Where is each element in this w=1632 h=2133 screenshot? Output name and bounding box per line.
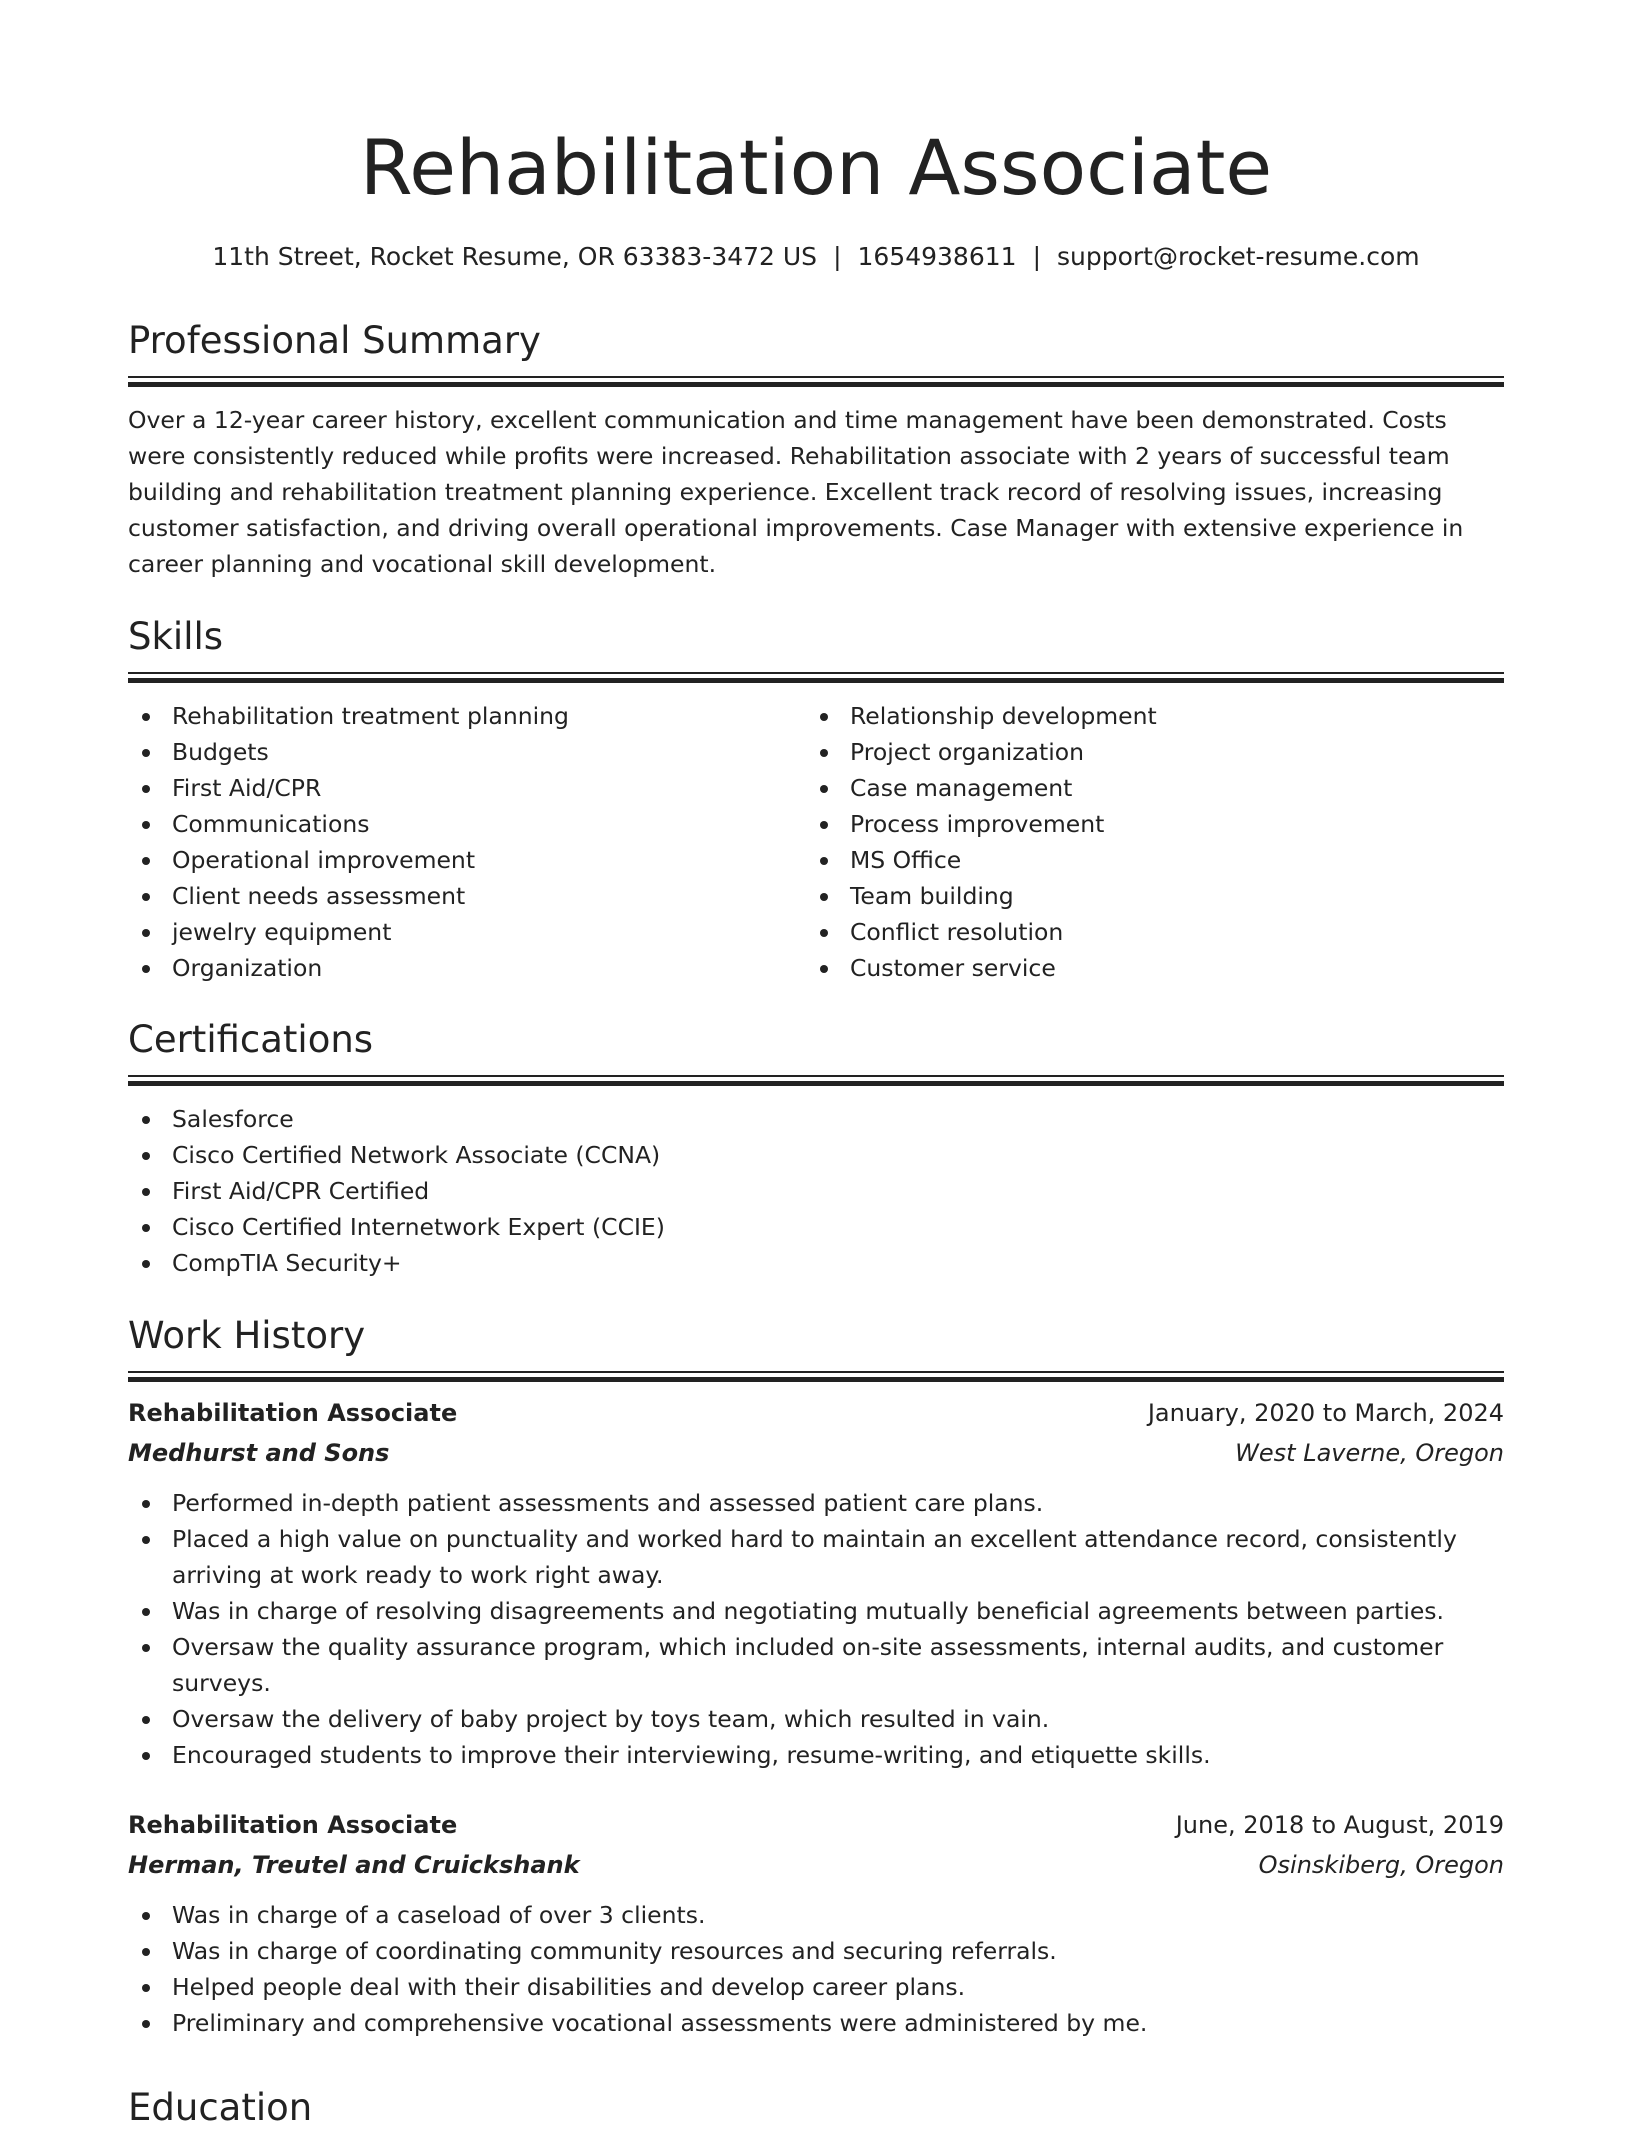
job-company-row: [128, 1845, 1504, 1885]
skill-item: Process improvement: [806, 806, 1484, 842]
section-divider: [128, 672, 1504, 684]
skill-item: MS Office: [806, 842, 1484, 878]
certifications-heading: Certifications: [128, 1018, 374, 1061]
job-duties-list: [128, 1897, 1504, 2041]
skills-section: [128, 612, 1504, 986]
section-divider: [128, 376, 1504, 388]
job-duty-item: Preliminary and comprehensive vocational assessments were administered by me.: [128, 2005, 1504, 2041]
certifications-section: [128, 1015, 1504, 1281]
skill-item: Client needs assessment: [128, 878, 806, 914]
skills-heading: Skills: [128, 615, 224, 658]
skills-columns: [128, 684, 1504, 986]
certification-item: Cisco Certified Network Associate (CCNA): [128, 1137, 1504, 1173]
job-duty-item: Was in charge of coordinating community resources and securing referrals.: [128, 1933, 1504, 1969]
certification-item: CompTIA Security+: [128, 1245, 1504, 1281]
job-duty-item: Placed a high value on punctuality and worked hard to maintain an excellent attendance record, consistently arriving at work ready to work right away.: [128, 1521, 1504, 1593]
job-company: Medhurst and Sons: [128, 1439, 390, 1467]
job-dates: June, 2018 to August, 2019: [1175, 1811, 1504, 1839]
contact-phone: 1654938611: [857, 242, 1017, 271]
contact-address: 11th Street, Rocket Resume, OR 63383-3472 US: [212, 242, 818, 271]
job-location: Osinskiberg, Oregon: [1258, 1851, 1504, 1879]
job-duty-item: Encouraged students to improve their interviewing, resume-writing, and etiquette skills.: [128, 1737, 1504, 1773]
certification-item: First Aid/CPR Certified: [128, 1173, 1504, 1209]
work-history-section: [128, 1311, 1504, 2041]
skill-item: Operational improvement: [128, 842, 806, 878]
contact-email: support@rocket-resume.com: [1057, 242, 1420, 271]
candidate-name: Rehabilitation Associate: [359, 123, 1273, 212]
job-duty-item: Oversaw the quality assurance program, which included on-site assessments, internal audits, and customer surveys.: [128, 1629, 1504, 1701]
skill-item: Relationship development: [806, 698, 1484, 734]
job-entry: [128, 1805, 1504, 2041]
skills-list-left: [128, 698, 806, 986]
skill-item: Conflict resolution: [806, 914, 1484, 950]
job-location: West Laverne, Oregon: [1235, 1439, 1504, 1467]
education-section: [128, 2083, 1504, 2133]
skill-item: Project organization: [806, 734, 1484, 770]
summary-text: Over a 12-year career history, excellent communication and time management have been demonstrated. Costs were consistently reduced while profits were increased. Rehabilitation associate with 2 years of successful team building and rehabilitation treatment planning experience. Excellent track record of resolving issues, increasing customer satisfaction, and driving overall operational improvements. Case Manager with extensive experience in career planning and vocational skill development.: [128, 406, 1464, 578]
job-duty-item: Performed in-depth patient assessments and assessed patient care plans.: [128, 1485, 1504, 1521]
summary-heading: Professional Summary: [128, 319, 541, 362]
skill-item: Budgets: [128, 734, 806, 770]
job-duty-item: Was in charge of resolving disagreements and negotiating mutually beneficial agreements between parties.: [128, 1593, 1504, 1629]
job-duties-list: [128, 1485, 1504, 1773]
job-header-row: [128, 1393, 1504, 1433]
education-heading: Education: [128, 2086, 313, 2129]
skill-item: jewelry equipment: [128, 914, 806, 950]
job-company-row: [128, 1433, 1504, 1473]
section-divider: [128, 1075, 1504, 1087]
certifications-list: [128, 1101, 1504, 1281]
skill-item: Organization: [128, 950, 806, 986]
certification-item: Salesforce: [128, 1101, 1504, 1137]
skill-item: Communications: [128, 806, 806, 842]
skill-item: Customer service: [806, 950, 1484, 986]
job-duty-item: Helped people deal with their disabilities and develop career plans.: [128, 1969, 1504, 2005]
job-title: Rehabilitation Associate: [128, 1811, 458, 1839]
job-header-row: [128, 1805, 1504, 1845]
job-duty-item: Was in charge of a caseload of over 3 clients.: [128, 1897, 1504, 1933]
certification-item: Cisco Certified Internetwork Expert (CCIE): [128, 1209, 1504, 1245]
contact-separator: |: [1032, 242, 1041, 271]
contact-line: [128, 237, 1504, 277]
contact-separator: |: [833, 242, 842, 271]
job-entry: [128, 1393, 1504, 1773]
skill-item: First Aid/CPR: [128, 770, 806, 806]
summary-section: [128, 316, 1504, 582]
skill-item: Rehabilitation treatment planning: [128, 698, 806, 734]
job-title: Rehabilitation Associate: [128, 1399, 458, 1427]
job-duty-item: Oversaw the delivery of baby project by toys team, which resulted in vain.: [128, 1701, 1504, 1737]
skill-item: Team building: [806, 878, 1484, 914]
work-history-heading: Work History: [128, 1314, 366, 1357]
skills-list-right: [806, 698, 1484, 986]
job-company: Herman, Treutel and Cruickshank: [128, 1851, 580, 1879]
job-dates: January, 2020 to March, 2024: [1147, 1399, 1504, 1427]
skill-item: Case management: [806, 770, 1484, 806]
section-divider: [128, 1371, 1504, 1383]
